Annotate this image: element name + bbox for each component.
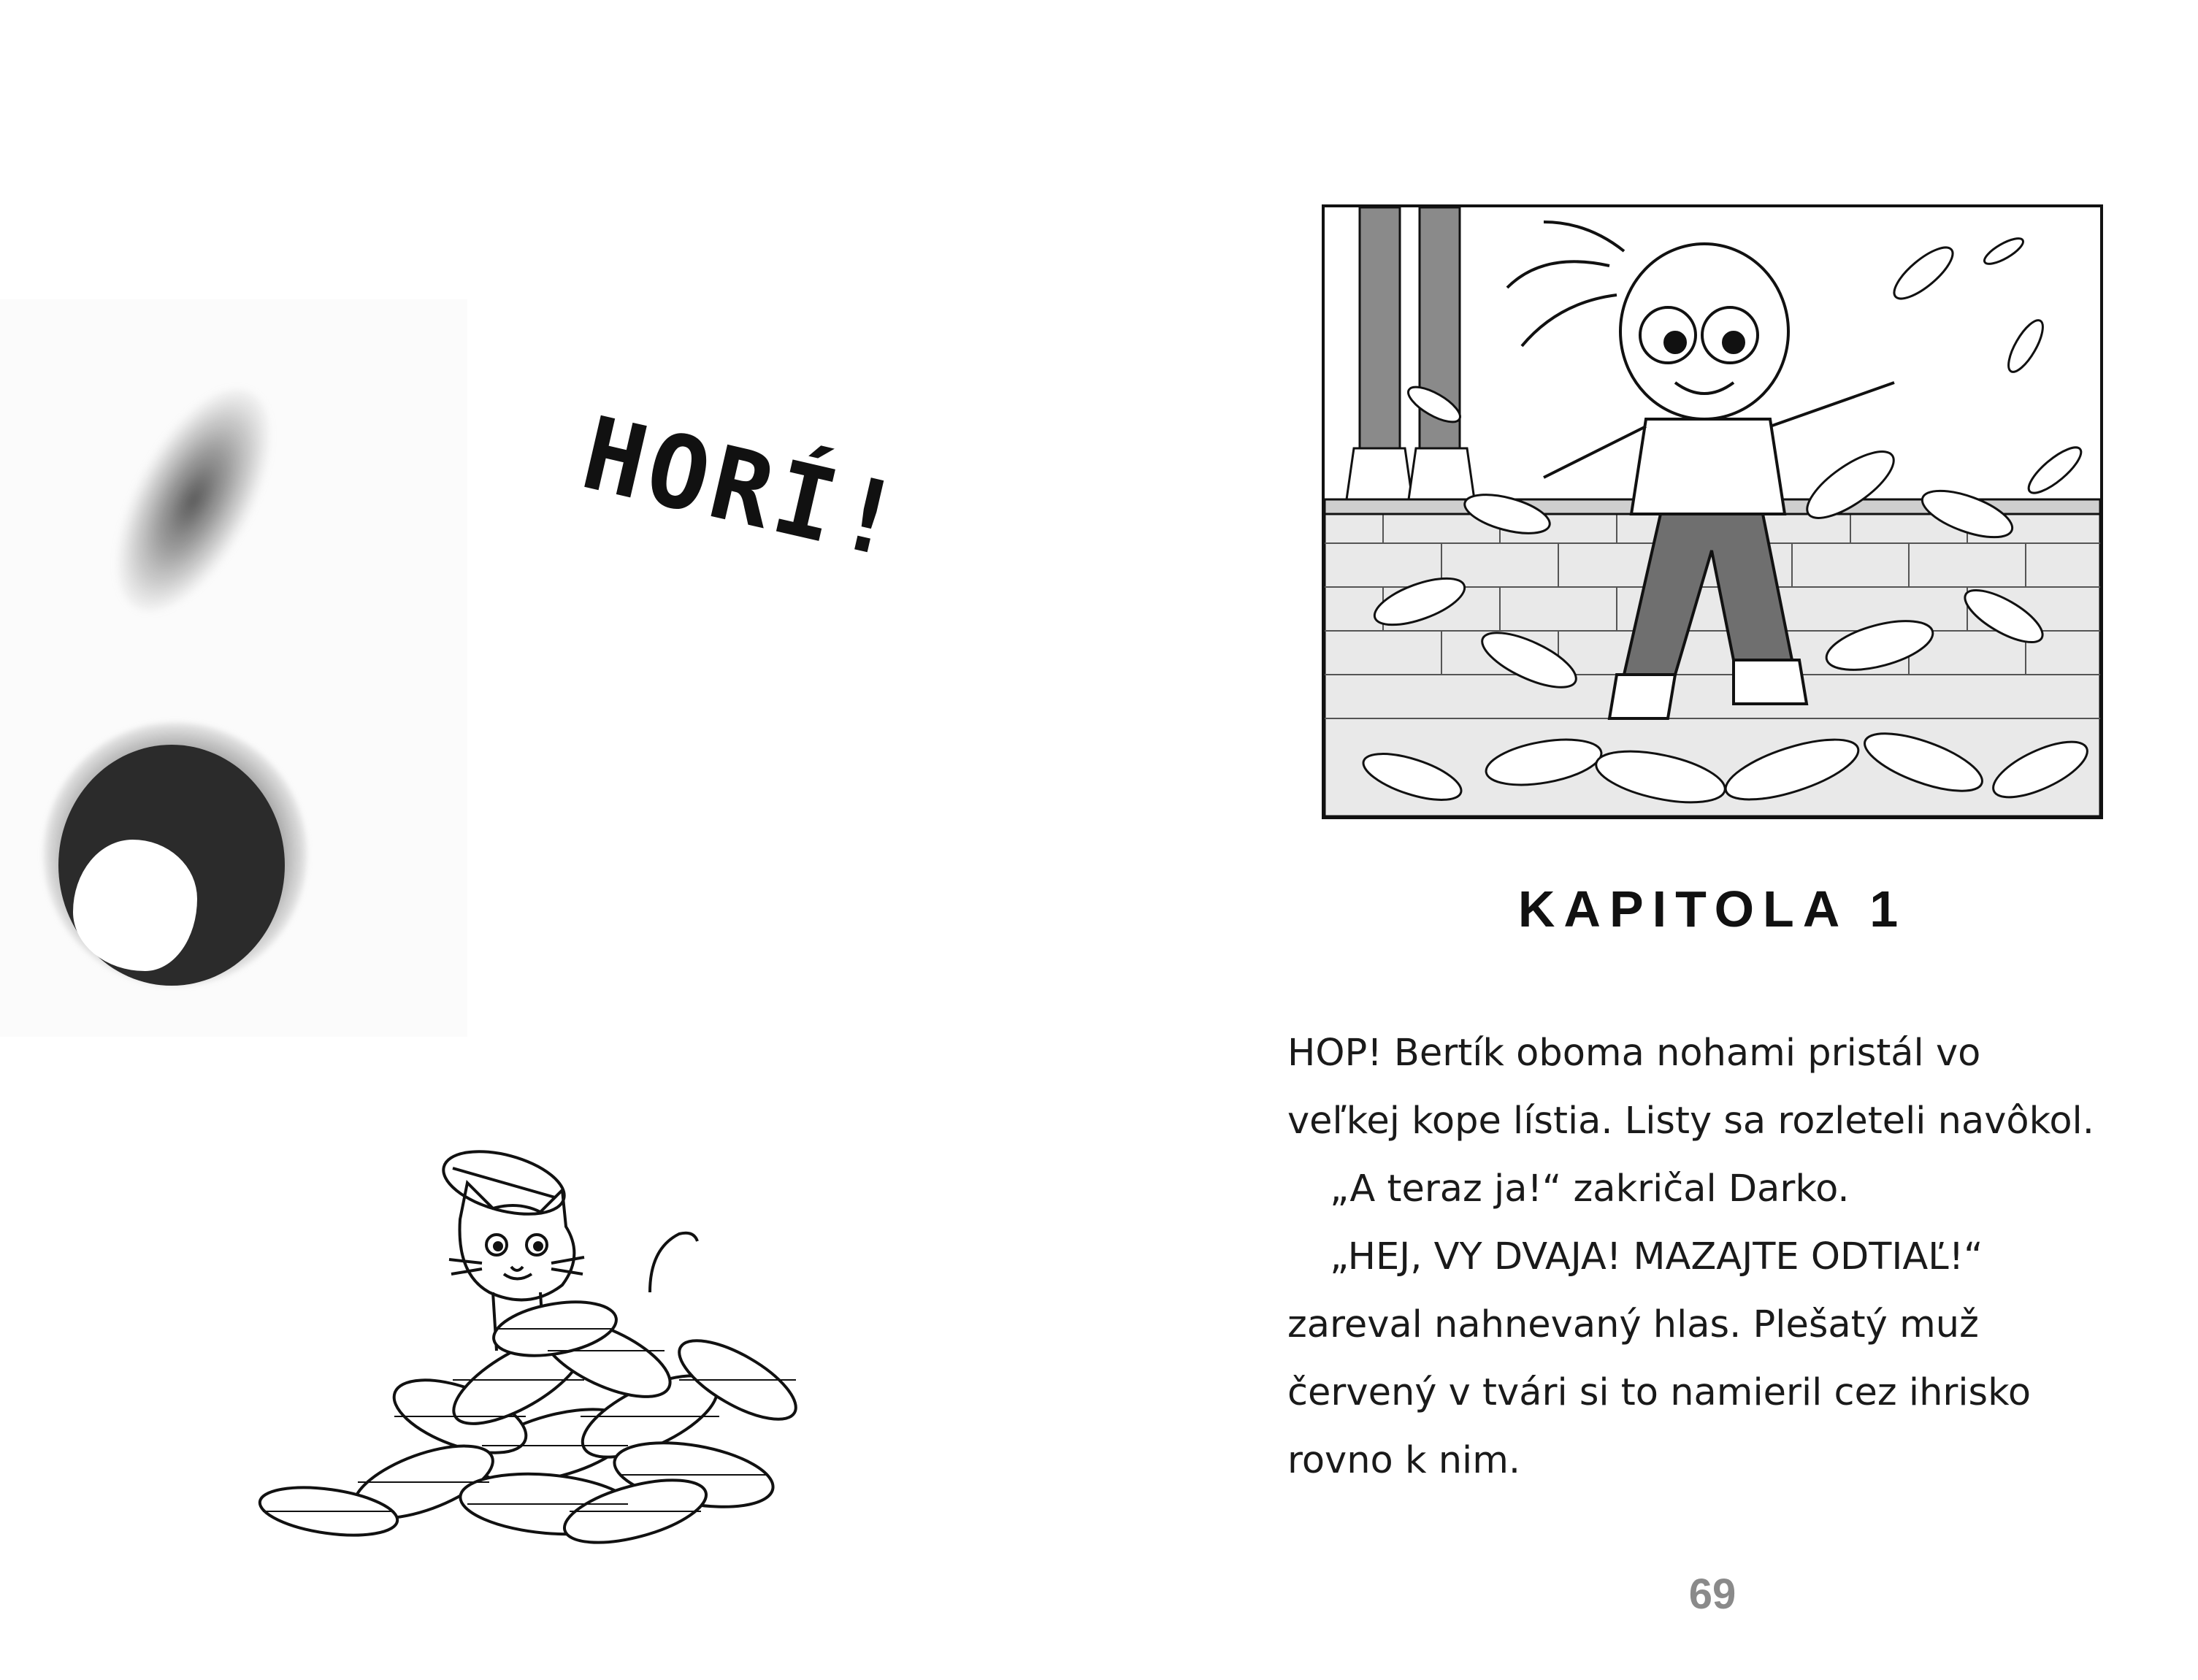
chapter-text bbox=[1287, 1019, 2120, 1495]
boy-leaves-illustration bbox=[1322, 204, 2103, 819]
page-title: HORÍ! bbox=[572, 394, 916, 583]
text-line: veľkej kope lístia. Listy sa rozleteli navôkol. bbox=[1287, 1100, 2094, 1143]
page-number: 69 bbox=[1688, 1570, 1736, 1618]
text-line: červený v tvári si to namieril cez ihrisko bbox=[1287, 1371, 2032, 1414]
right-page bbox=[1099, 0, 2198, 1680]
cat-leaves-illustration bbox=[241, 1139, 869, 1548]
chapter-heading: KAPITOLA 1 bbox=[1517, 881, 1907, 937]
illustration-drawing bbox=[1325, 207, 2100, 816]
burn-hole-center bbox=[73, 840, 197, 971]
text-line: „A teraz ja!“ zakričal Darko. bbox=[1330, 1167, 1850, 1211]
text-line: „HEJ, VY DVAJA! MAZAJTE ODTIAĽ!“ bbox=[1330, 1235, 1983, 1278]
text-line: HOP! Bertík oboma nohami pristál vo bbox=[1287, 1032, 1981, 1075]
text-line: zareval nahnevaný hlas. Plešatý muž bbox=[1287, 1303, 1979, 1346]
text-line: rovno k nim. bbox=[1287, 1439, 1521, 1482]
